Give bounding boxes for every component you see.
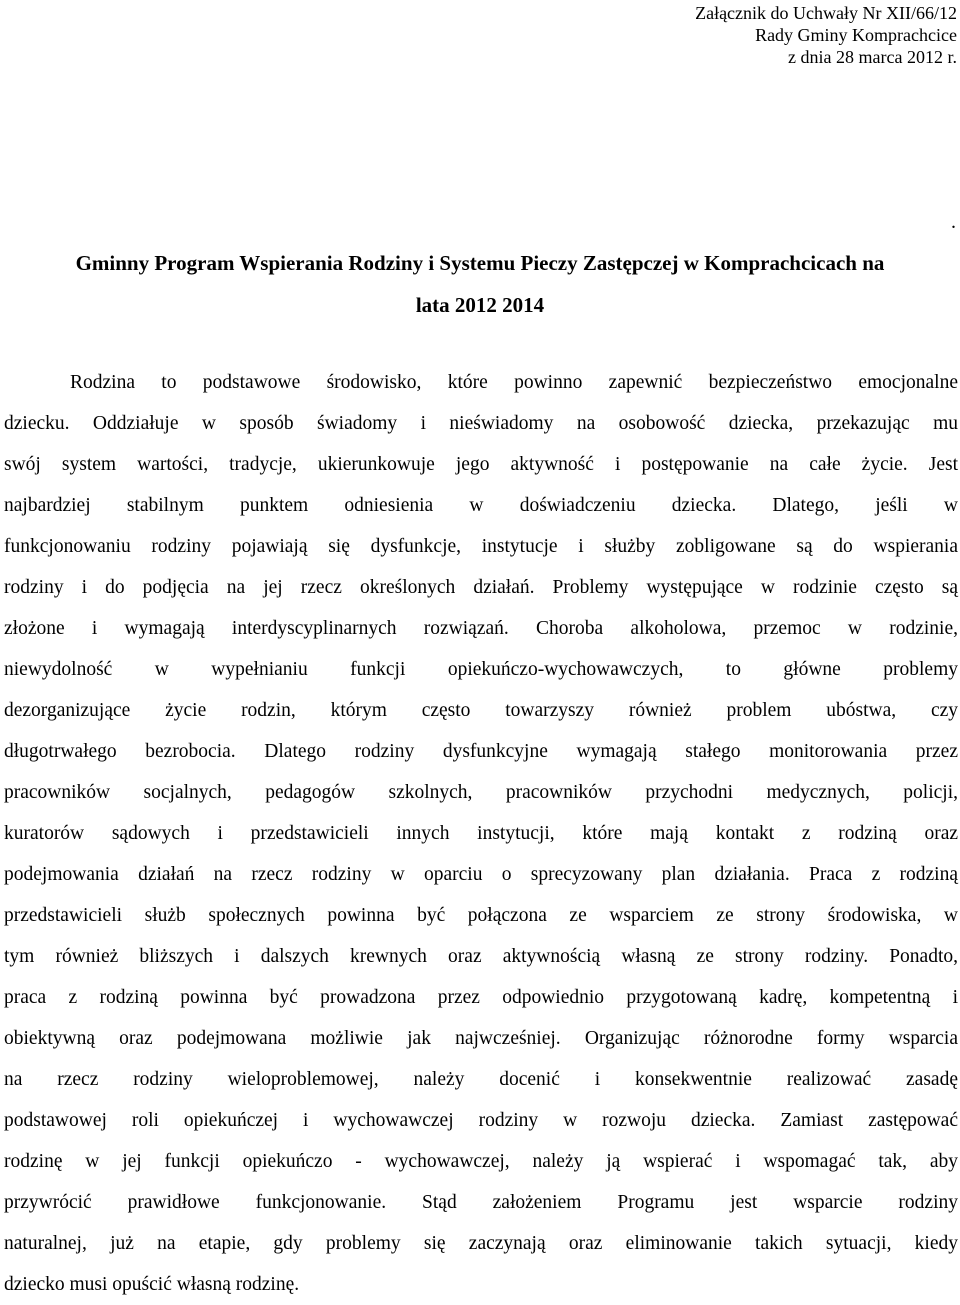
paragraph-line: długotrwałego bezrobocia. Dlatego rodziny dysfunkcyjne wymagają stałego monitorowania przez	[4, 741, 958, 762]
paragraph-line: Rodzina to podstawowe środowisko, które powinno zapewnić bezpieczeństwo emocjonalne	[70, 372, 958, 393]
paragraph-line: najbardziej stabilnym punktem odniesienia w doświadczeniu dziecka. Dlatego, jeśli w	[4, 495, 958, 516]
paragraph-line: pracowników socjalnych, pedagogów szkolnych, pracowników przychodni medycznych, policji,	[4, 782, 958, 803]
paragraph-line: przedstawicieli służb społecznych powinna być połączona ze wsparciem ze strony środowiska, w	[4, 905, 958, 926]
paragraph-line: na rzecz rodziny wieloproblemowej, należy docenić i konsekwentnie realizować zasadę	[4, 1069, 958, 1090]
separator-dot: .	[951, 211, 956, 233]
paragraph-line: dziecko musi opuścić własną rodzinę.	[4, 1274, 300, 1295]
annex-header	[695, 2, 957, 68]
annex-line-council: Rady Gminy Komprachcice	[755, 25, 957, 45]
paragraph-line: przywrócić prawidłowe funkcjonowanie. Stąd założeniem Programu jest wsparcie rodziny	[4, 1192, 958, 1213]
paragraph-line: swój system wartości, tradycje, ukierunkowuje jego aktywność i postępowanie na całe życie. Jest	[4, 454, 958, 475]
title-line: lata 2012 2014	[415, 293, 545, 317]
paragraph-line: złożone i wymagają interdyscyplinarnych rozwiązań. Choroba alkoholowa, przemoc w rodzinie,	[4, 618, 958, 639]
document-title	[0, 242, 960, 326]
paragraph-line: dziecku. Oddziałuje w sposób świadomy i nieświadomy na osobowość dziecka, przekazując mu	[4, 413, 958, 434]
annex-line-date: z dnia 28 marca 2012 r.	[788, 47, 957, 67]
paragraph-line: podstawowej roli opiekuńczej i wychowawczej rodziny w rozwoju dziecka. Zamiast zastępować	[4, 1110, 958, 1131]
paragraph-line: tym również bliższych i dalszych krewnych oraz aktywnością własną ze strony rodziny. Ponadto,	[4, 946, 958, 967]
paragraph-line: kuratorów sądowych i przedstawicieli innych instytucji, które mają kontakt z rodziną oraz	[4, 823, 958, 844]
body-paragraph	[4, 362, 958, 1305]
paragraph-line: rodzinę w jej funkcji opiekuńczo - wychowawczej, należy ją wspierać i wspomagać tak, aby	[4, 1151, 958, 1172]
paragraph-line: obiektywną oraz podejmowana możliwie jak najwcześniej. Organizując różnorodne formy wsparcia	[4, 1028, 958, 1049]
paragraph-line: dezorganizujące życie rodzin, którym często towarzyszy również problem ubóstwa, czy	[4, 700, 958, 721]
title-line: Gminny Program Wspierania Rodziny i Systemu Pieczy Zastępczej w Komprachcicach na	[75, 251, 885, 275]
paragraph-line: podejmowania działań na rzecz rodziny w oparciu o sprecyzowany plan działania. Praca z rodziną	[4, 864, 958, 885]
paragraph-line: praca z rodziną powinna być prowadzona przez odpowiednio przygotowaną kadrę, kompetentną i	[4, 987, 958, 1008]
paragraph-line: niewydolność w wypełnianiu funkcji opiekuńczo-wychowawczych, to główne problemy	[4, 659, 958, 680]
paragraph-line: funkcjonowaniu rodziny pojawiają się dysfunkcje, instytucje i służby zobligowane są do wspierania	[4, 536, 958, 557]
paragraph-line: rodziny i do podjęcia na jej rzecz określonych działań. Problemy występujące w rodzinie często są	[4, 577, 958, 598]
annex-line-resolution: Załącznik do Uchwały Nr XII/66/12	[695, 3, 957, 23]
paragraph-line: naturalnej, już na etapie, gdy problemy się zaczynają oraz eliminowanie takich sytuacji, kiedy	[4, 1233, 958, 1254]
